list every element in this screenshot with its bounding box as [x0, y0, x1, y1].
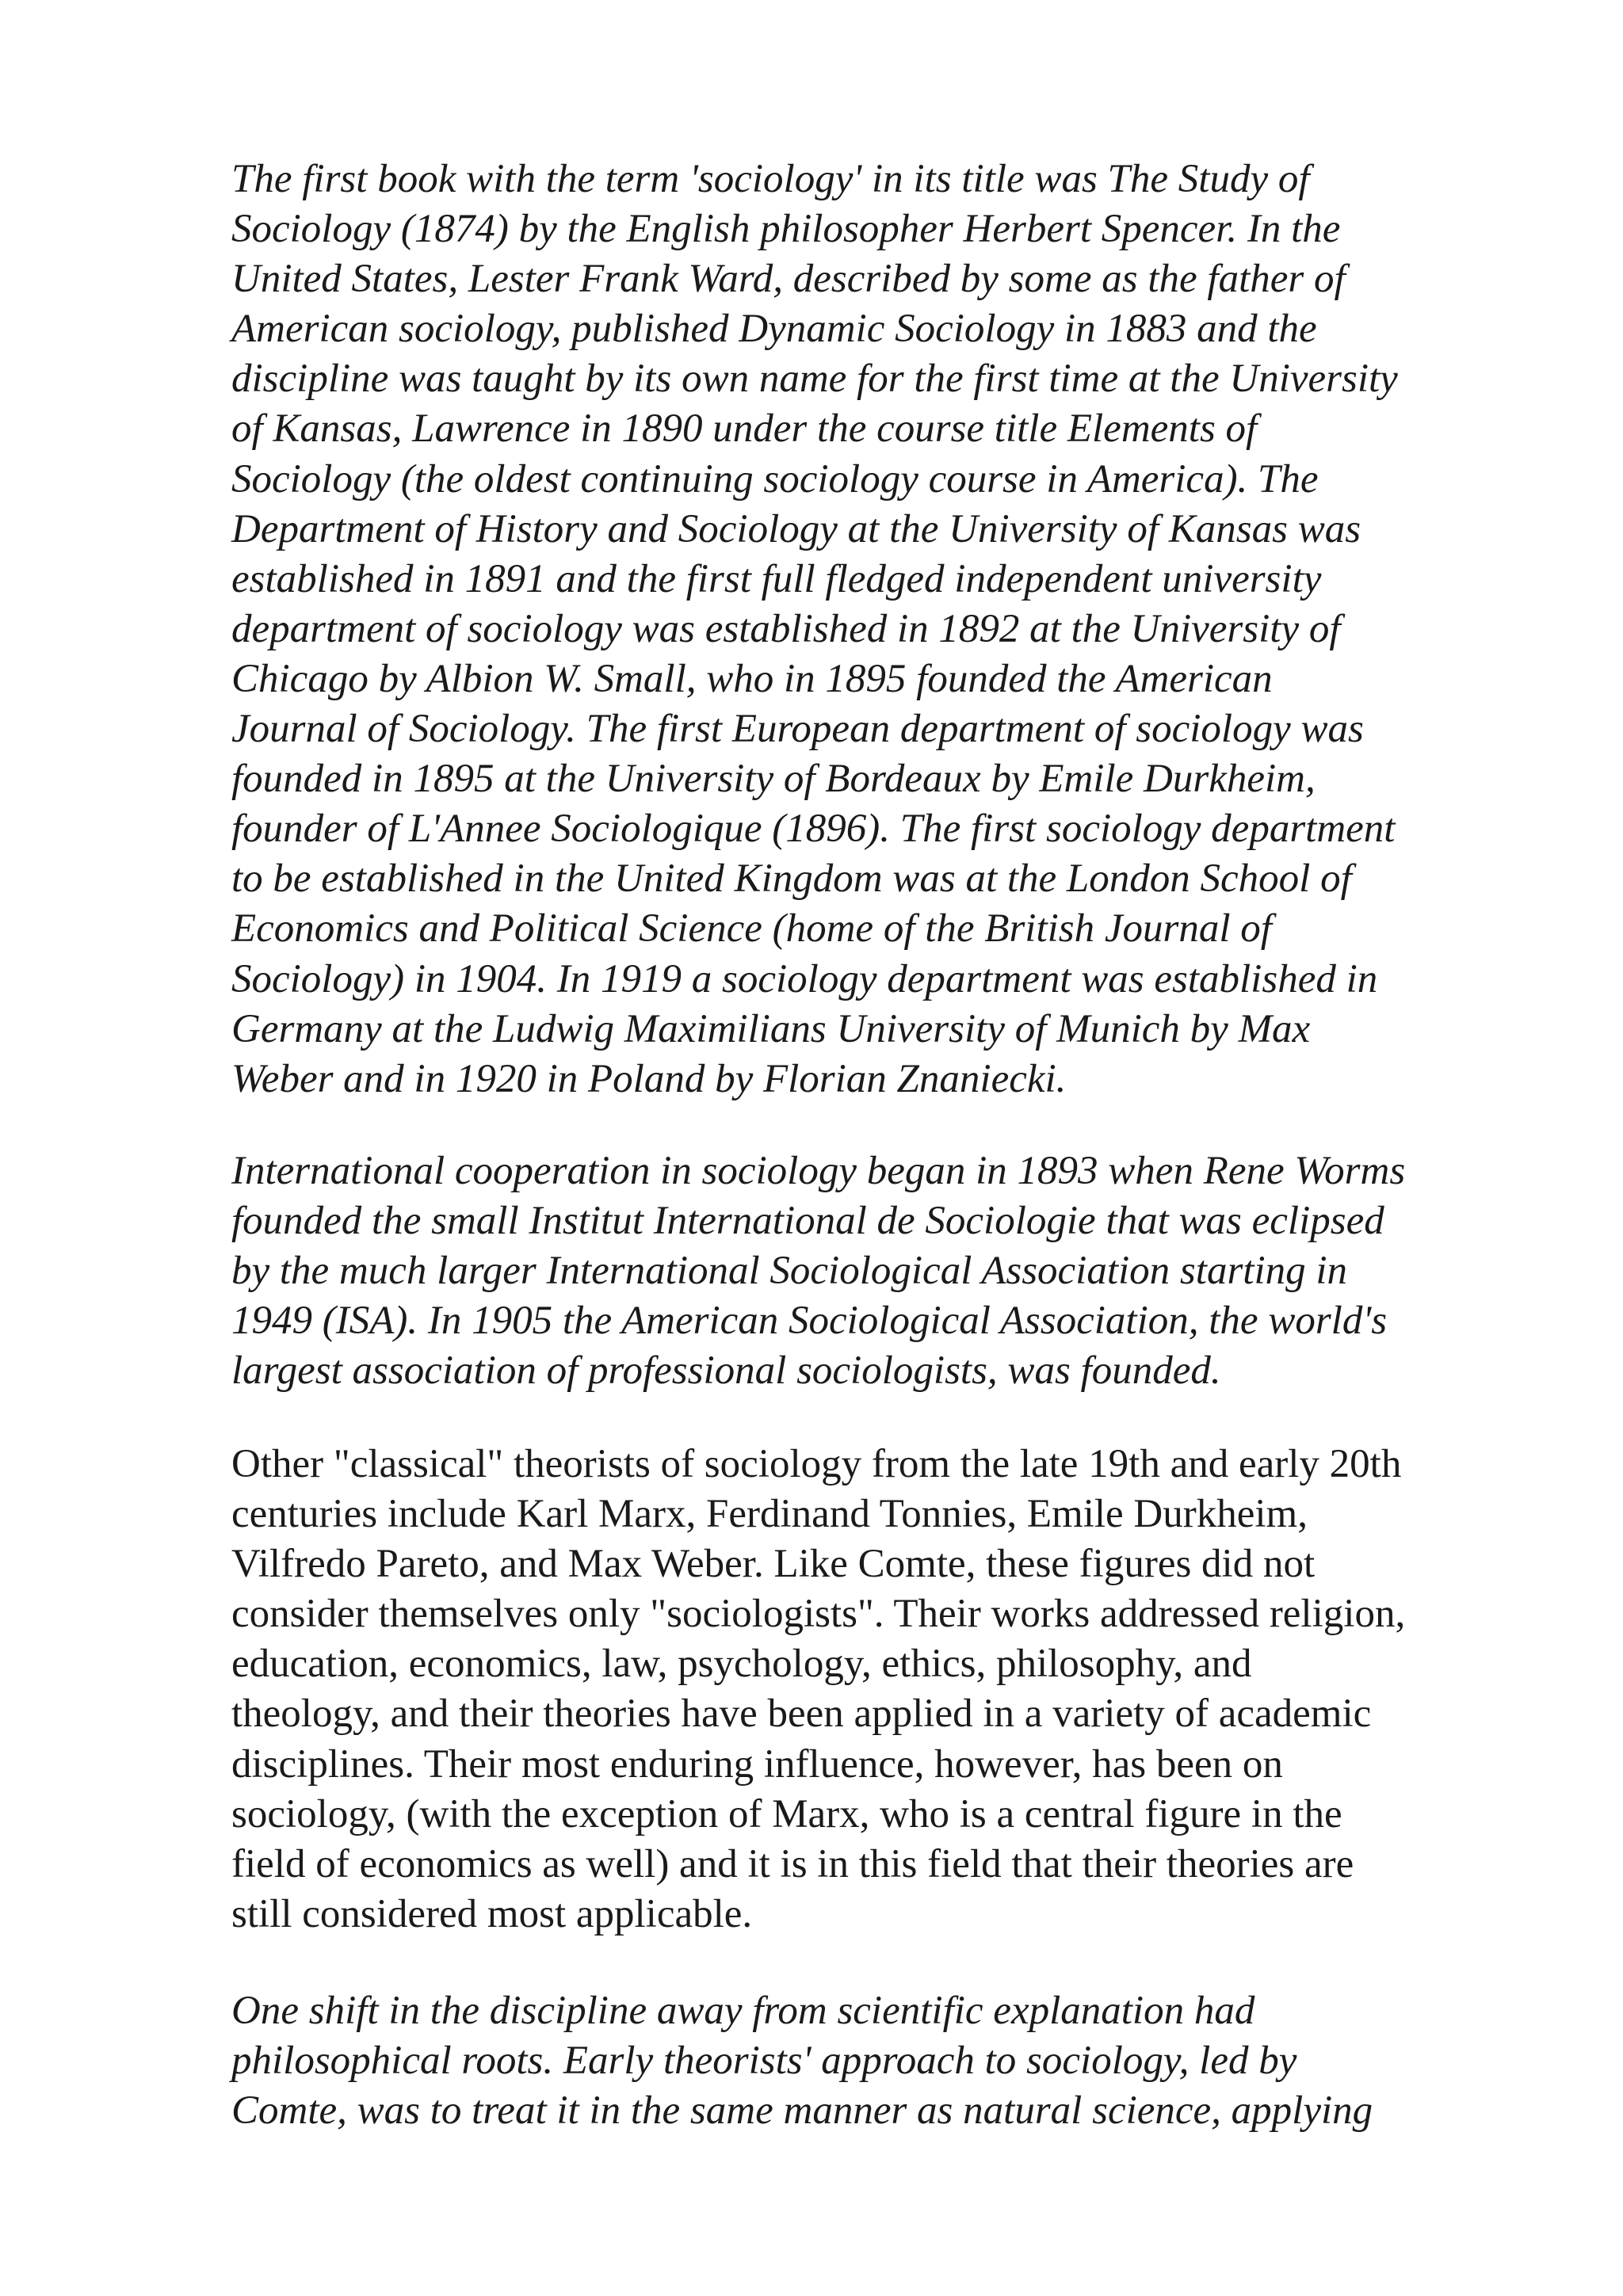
paragraph-international-cooperation: International cooperation in sociology began in 1893 when Rene Worms founded the small Institut International de Sociologie that was eclipsed by the much larger International Sociological Association starting in 1949 (ISA). In 1905 the American Sociological Association, the world's largest association of professional sociologists, was founded. [231, 1149, 1406, 1394]
paragraph-shift-from-scientific-explanation: One shift in the discipline away from scientific explanation had philosophical roots. Early theorists' approach to sociology, led by Comte, was to treat it in the same manner as natural science, applying [231, 1989, 1373, 2134]
paragraph-classical-theorists: Other "classical" theorists of sociology from the late 19th and early 20th centuries include Karl Marx, Ferdinand Tonnies, Emile Durkheim, Vilfredo Pareto, and Max Weber. Like Comte, these figures did not consider themselves only "sociologists". Their works addressed religion, education, economics, law, psychology, ethics, philosophy, and theology, and their theories have been applied in a variety of academic disciplines. Their most enduring influence, however, has been on sociology, (with the exception of Marx, who is a central figure in the field of economics as well) and it is in this field that their theories are still considered most applicable. [231, 1442, 1406, 1936]
paragraph-history-of-sociology-departments: The first book with the term 'sociology' in its title was The Study of Sociology (1874) by the English philosopher Herbert Spencer. In the United States, Lester Frank Ward, described by some as the father of American sociology, published Dynamic Sociology in 1883 and the discipline was taught by its own name for the first time at the University of Kansas, Lawrence in 1890 under the course title Elements of Sociology (the oldest continuing sociology course in America). The Department of History and Sociology at the University of Kansas was established in 1891 and the first full fledged independent university department of sociology was established in 1892 at the University of Chicago by Albion W. Small, who in 1895 founded the American Journal of Sociology. The first European department of sociology was founded in 1895 at the University of Bordeaux by Emile Durkheim, founder of L'Annee Sociologique (1896). The first sociology department to be established in the United Kingdom was at the London School of Economics and Political Science (home of the British Journal of Sociology) in 1904. In 1919 a sociology department was established in Germany at the Ludwig Maximilians University of Munich by Max Weber and in 1920 in Poland by Florian Znaniecki. [231, 157, 1398, 1101]
